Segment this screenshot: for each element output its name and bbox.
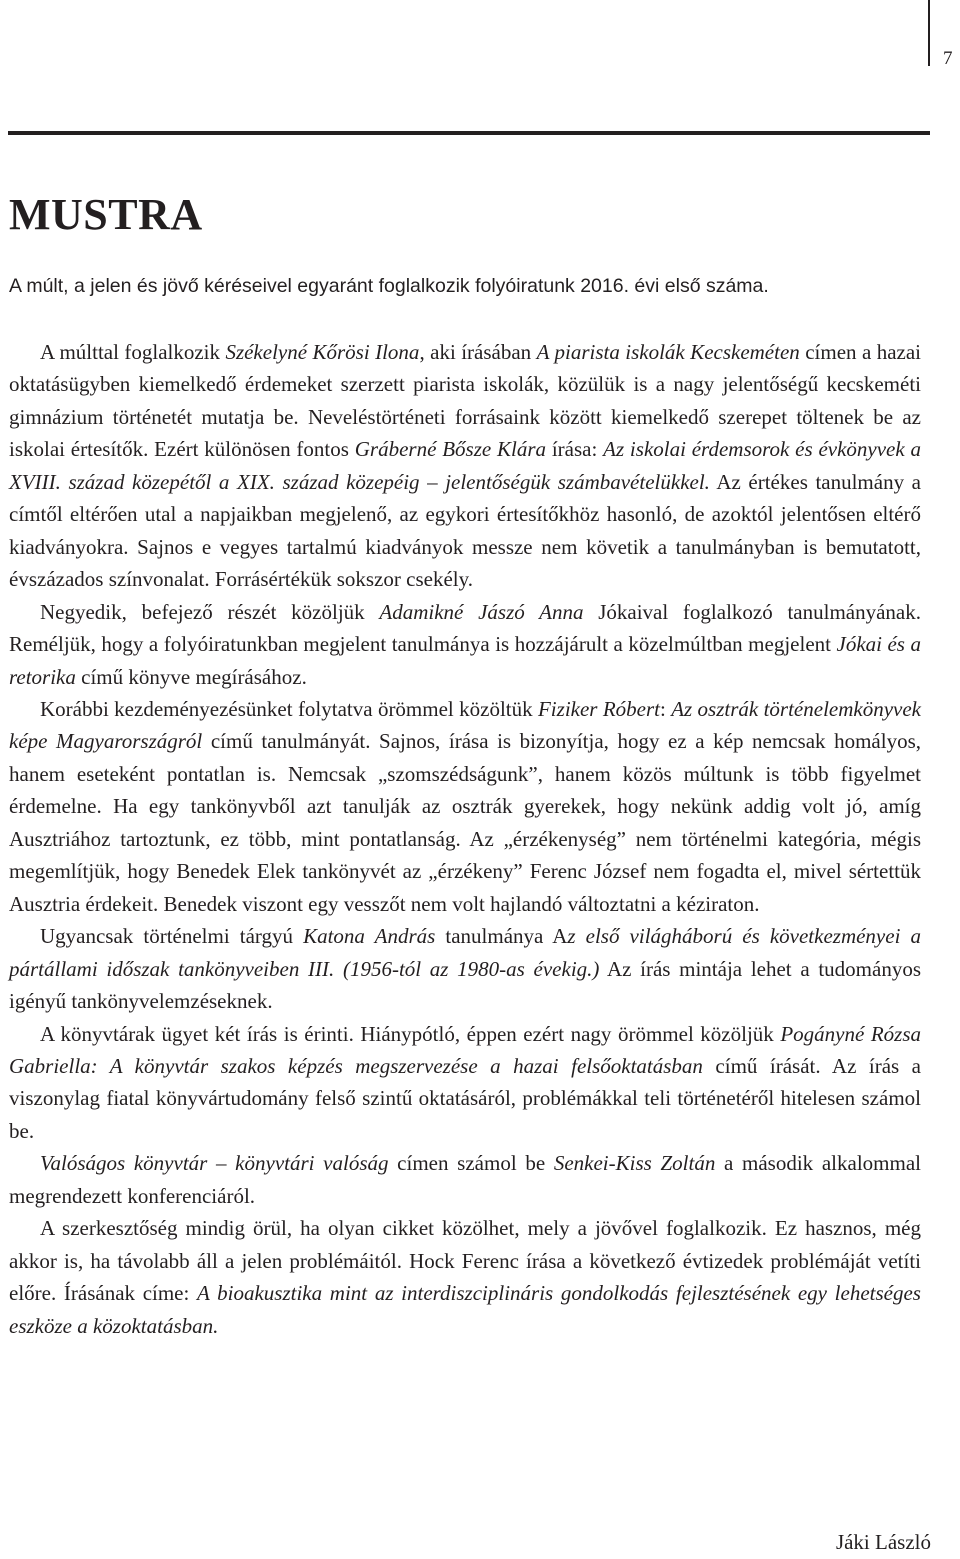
text-run: című tanulmányát. Sajnos, írása is bizonyítja, hogy ez a kép nemcsak homályos, hanem eseteként pontatlan is. Nemcsak „szomszédságunk”, hanem közös múltunk is több figyelmet érdemelne. Ha egy tankönyvből azt tanulják az osztrák gyerekek, hogy nekünk addig volt jó, amíg Ausztriához tartoztunk, ez több, mint pontatlanság. Az „érzékenység” nem történelmi kategória, mégis megemlítjük, hogy Benedek Elek tankönyvét az „érzékeny” Ferenc József nem fogadta el, mivel sértettük Ausztria érdekeit. Benedek viszont egy vesszőt nem volt hajlandó változtatni a kéziraton.	[9, 729, 922, 916]
body-paragraph	[9, 920, 921, 1017]
body-paragraph	[9, 693, 921, 920]
header-rule	[8, 131, 930, 135]
text-run: című írását. Az írás a viszonylag fiatal könyvártudomány felső szintű oktatásáról, problémákkal teli történetéről hitelesen számol be.	[9, 1053, 922, 1143]
text-run: című könyve megírásához.	[75, 664, 307, 689]
italic-text-run: Az osztrák történelemkönyvek képe Magyarországról	[9, 696, 921, 754]
text-run: a második alkalommal megrendezett konferenciáról.	[9, 1151, 921, 1208]
page-title: MUSTRA	[9, 190, 203, 239]
text-run: Az értékes tanulmány a címtől eltérően utal a napjaikban megjelenő, az egykori értesítőkhöz hasonló, de azoktól jelentősen eltérő kiadványokra. Sajnos e vegyes tartalmú kiadványok messze nem követik a tanulmányban is bemutatott, évszázados színvonalat. Forrásértékük sokszor csekély.	[9, 469, 921, 592]
italic-text-run: Fiziker Róbert	[537, 696, 660, 721]
italic-text-run: Jókai és a retorika	[9, 632, 921, 689]
italic-text-run: Az iskolai érdemsorok és évkönyvek a XVIII. század közepétől a XIX. század közepéig – jelentőségük számbavételükkel.	[9, 437, 921, 494]
article-body	[9, 336, 921, 1342]
body-paragraph	[9, 1212, 921, 1342]
italic-text-run: A piarista iskolák Kecskeméten	[536, 340, 800, 364]
italic-text-run: Pogányné Rózsa Gabriella: A könyvtár szakos képzés megszervezése a hazai felsőoktatásban	[9, 1021, 921, 1078]
body-paragraph	[9, 336, 921, 596]
italic-text-run: Senkei-Kiss Zoltán	[553, 1151, 716, 1176]
text-run: A múlttal foglalkozik	[40, 340, 226, 364]
body-paragraph	[9, 1018, 921, 1148]
text-run: címen számol be	[388, 1151, 554, 1176]
page-number: 7	[943, 48, 953, 69]
text-run: Az írás mintája lehet a tudományos igényű tankönyvelemzéseknek.	[9, 956, 921, 1014]
text-run: Jókaival foglalkozó tanulmányának. Reméljük, hogy a folyóiratunkban megjelent tanulmánya is hozzájárult a közelmúltban megjelent	[9, 599, 921, 657]
author-signature: Jáki László	[835, 1530, 931, 1554]
italic-text-run: Valóságos könyvtár – könyvtári valóság	[40, 1151, 389, 1176]
text-run: írása:	[546, 437, 604, 462]
italic-text-run: Katona András	[303, 924, 436, 949]
body-paragraph	[9, 596, 921, 693]
text-run: Korábbi kezdeményezésünket folytatva örömmel közöltük	[40, 696, 538, 721]
text-run: címen a hazai oktatásügyben kiemelkedő érdemeket szerzett piarista iskolák, közülük is a nagy jelentőségű kecskeméti gimnázium történetét mutatja be. Neveléstörténeti forrásaink között kiemelkedő szerepet töltenek be az iskolai értesítők. Ezért különösen fontos	[9, 340, 922, 462]
italic-text-run: Adamikné Jászó Anna	[379, 599, 584, 624]
italic-text-run: z első világháború és következményei a pártállami időszak tankönyveiben III. (1956-tól az 1980-as évekig.)	[9, 924, 921, 981]
page-number-rule	[928, 0, 930, 66]
text-run: , aki írásában	[419, 340, 537, 364]
italic-text-run: Gráberné Bősze Klára	[354, 437, 547, 462]
intro-paragraph: A múlt, a jelen és jövő kéréseivel egyaránt foglalkozik folyóiratunk 2016. évi első száma.	[9, 275, 769, 297]
text-run: A könyvtárak ügyet két írás is érinti. Hiánypótló, éppen ezért nagy örömmel közöljük	[40, 1021, 781, 1046]
text-run: Negyedik, befejező részét közöljük	[40, 599, 380, 624]
italic-text-run: A bioakusztika mint az interdiszciplináris gondolkodás fejlesztésének egy lehetséges eszköze a közoktatásban.	[9, 1281, 921, 1338]
italic-text-run: Székelyné Kőrösi Ilona	[225, 340, 420, 364]
text-run: A szerkesztőség mindig örül, ha olyan cikket közölhet, mely a jövővel foglalkozik. Ez hasznos, még akkor is, ha távolabb áll a jelen problémáitól. Hock Ferenc írása a következő évtizedek problémáját vetíti előre. Írásának címe:	[9, 1216, 921, 1306]
text-run: :	[659, 696, 672, 721]
body-paragraph	[9, 1147, 921, 1212]
text-run: Ugyancsak történelmi tárgyú	[40, 924, 304, 949]
text-run: tanulmánya A	[435, 924, 568, 949]
